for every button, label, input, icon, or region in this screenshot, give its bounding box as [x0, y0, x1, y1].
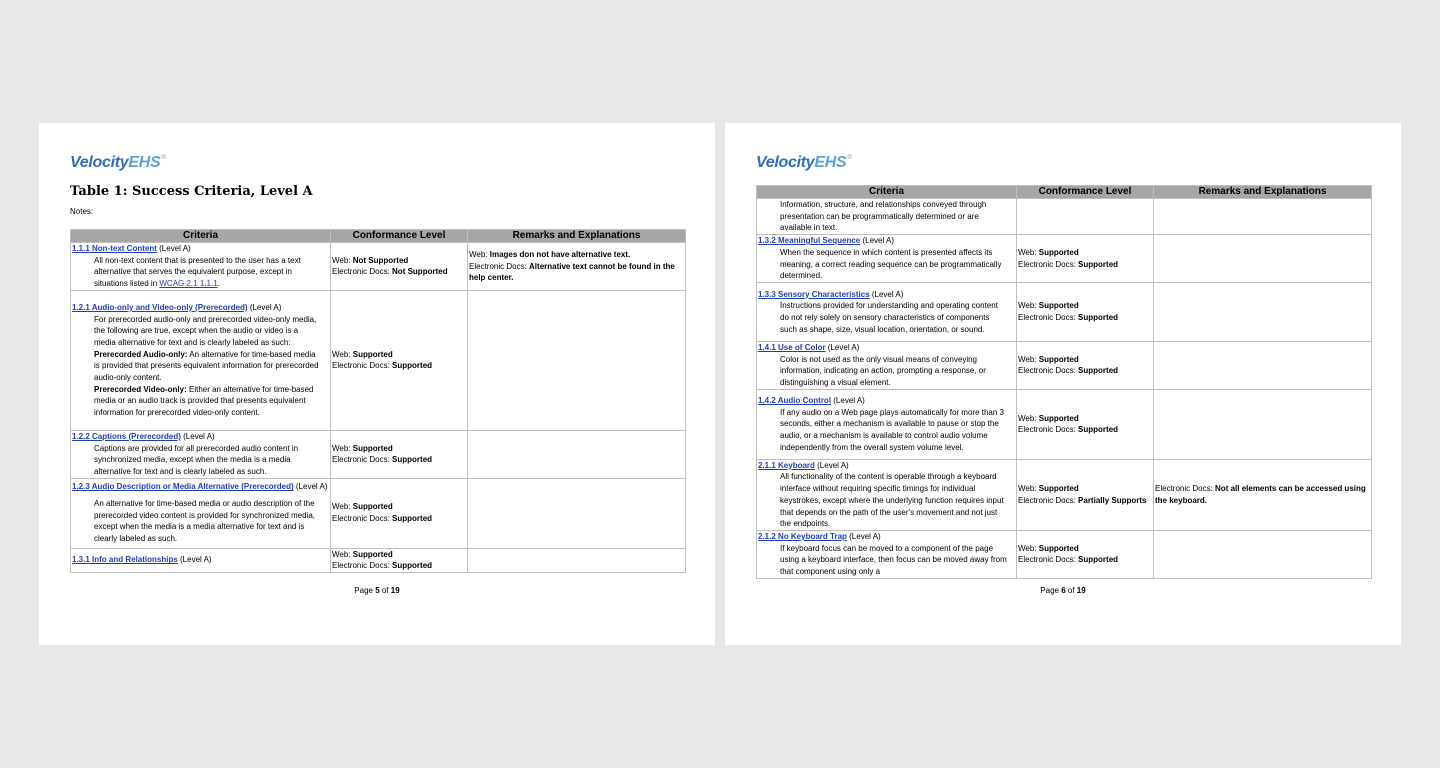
- table-header-row: [71, 230, 686, 243]
- table-row: [71, 548, 686, 572]
- conformance-cell: Web: Supported Electronic Docs: Supported: [1017, 530, 1154, 578]
- criterion-description: For prerecorded audio-only and prerecorded video-only media, the following are true, except when the audio or video is a media alternative for text and is clearly labeled as such:: [94, 314, 317, 347]
- table-row: [71, 478, 686, 548]
- conformance-cell: [1017, 199, 1154, 235]
- criterion-link-1-3-3[interactable]: 1.3.3 Sensory Characteristics: [758, 289, 870, 299]
- criterion-link-1-3-2[interactable]: 1.3.2 Meaningful Sequence: [758, 236, 861, 246]
- criteria-cell: 1.2.1 Audio-only and Video-only (Prerecorded) (Level A) For prerecorded audio-only and prerecorded video-only media, the following are true, except when the audio or video is a media alternative for text and is clearly labeled as such: Prerecorded Audio-only: An alternative for time-based media is provided that presents equivalent information for prerecorded audio-only content. Prerecorded Video-only: Either an alternative for time-based media or an audio track is provided that presents equivalent information for prerecorded video-only content.: [71, 290, 331, 430]
- notes-label: Notes:: [70, 207, 94, 216]
- table-row: [757, 341, 1372, 389]
- remarks-cell: Web: Images don not have alternative text. Electronic Docs: Alternative text cannot be found in the help center.: [468, 243, 686, 291]
- criterion-description: Color is not used as the only visual means of conveying information, indicating an action, prompting a response, or distinguishing a visual element.: [780, 354, 986, 388]
- criteria-cell: 1.3.1 Info and Relationships (Level A): [71, 548, 331, 572]
- table-row: [757, 199, 1372, 235]
- criterion-link-1-3-1[interactable]: 1.3.1 Info and Relationships: [72, 555, 178, 565]
- header-criteria: Criteria: [757, 186, 1017, 199]
- conformance-cell: Web: Supported Electronic Docs: Supported: [1017, 235, 1154, 283]
- velocityehs-logo: VelocityEHS ®: [70, 154, 166, 171]
- criterion-link-1-2-3[interactable]: 1.2.3 Audio Description or Media Alternative (Prerecorded): [72, 482, 294, 492]
- criterion-description: An alternative for time-based media or audio description of the prerecorded video content is provided for synchronized media, except when the media is a media alternative for text and is clearly labeled as such.: [94, 499, 316, 544]
- table-title: Table 1: Success Criteria, Level A: [70, 184, 313, 199]
- criterion-description: Captions are provided for all prerecorded audio content in synchronized media, except when the media is a media alternative for text and is clearly labeled as such.: [94, 443, 299, 476]
- criterion-link-2-1-1[interactable]: 2.1.1 Keyboard: [758, 460, 815, 470]
- criterion-link-1-4-1[interactable]: 1.4.1 Use of Color: [758, 342, 826, 352]
- conformance-cell: Web: Supported Electronic Docs: Supported: [1017, 389, 1154, 459]
- criteria-cell: 1.2.3 Audio Description or Media Alternative (Prerecorded) (Level A) An alternative for time-based media or audio description of the prerecorded video content is provided for synchronized media, except when the media is a media alternative for text and is clearly labeled as such.: [71, 478, 331, 548]
- table-row: [71, 243, 686, 291]
- conformance-cell: Web: Supported Electronic Docs: Supported: [1017, 282, 1154, 341]
- remarks-cell: [1154, 530, 1372, 578]
- page-total: 19: [1076, 586, 1086, 595]
- table-row: [71, 290, 686, 430]
- web-conformance-value: Not Supported: [352, 255, 409, 265]
- header-remarks: Remarks and Explanations: [468, 230, 686, 243]
- header-remarks: Remarks and Explanations: [1154, 186, 1372, 199]
- criterion-description: Instructions provided for understanding and operating content do not rely solely on sensory characteristics of components such as shape, size, visual location, orientation, or sound.: [780, 301, 998, 334]
- header-conformance-level: Conformance Level: [331, 230, 468, 243]
- remarks-cell: [468, 478, 686, 548]
- table-row: [71, 430, 686, 478]
- page-total: 19: [390, 586, 400, 595]
- remarks-cell: [1154, 282, 1372, 341]
- remarks-cell: [1154, 389, 1372, 459]
- conformance-cell: Web: Supported Electronic Docs: Supported: [1017, 341, 1154, 389]
- velocityehs-logo: VelocityEHS ®: [756, 154, 852, 171]
- conformance-cell: Web: Supported Electronic Docs: Supported: [331, 548, 468, 572]
- page-footer: Page 5 of 19: [354, 586, 400, 595]
- header-conformance-level: Conformance Level: [1017, 186, 1154, 199]
- conformance-cell: Web: Not Supported Electronic Docs: Not Supported: [331, 243, 468, 291]
- table-row: [757, 459, 1372, 530]
- criterion-link-1-1-1[interactable]: 1.1.1 Non-text Content: [72, 244, 157, 253]
- criteria-cell: 1.4.1 Use of Color (Level A) Color is not used as the only visual means of conveying information, indicating an action, prompting a response, or distinguishing a visual element.: [757, 341, 1017, 389]
- criterion-link-1-2-2[interactable]: 1.2.2 Captions (Prerecorded): [72, 431, 181, 441]
- criterion-description: All functionality of the content is operable through a keyboard interface without requiring specific timings for individual keystrokes, except where the underlying function requires input that depends on the path of the user's movement and not just the endpoints.: [780, 472, 1004, 529]
- wcag-link[interactable]: WCAG 2.1 1.1.1: [159, 279, 218, 289]
- document-page-6: [725, 123, 1401, 645]
- criterion-description: Information, structure, and relationships conveyed through presentation can be programmatically determined or are available in text.: [780, 200, 987, 233]
- criterion-link-2-1-2[interactable]: 2.1.2 No Keyboard Trap: [758, 531, 847, 541]
- criteria-cell: 1.4.2 Audio Control (Level A) If any audio on a Web page plays automatically for more than 3 seconds, either a mechanism is available to pause or stop the audio, or a mechanism is available to control audio volume independently from the overall system volume level.: [757, 389, 1017, 459]
- conformance-cell: Web: Supported Electronic Docs: Supported: [331, 478, 468, 548]
- remarks-cell: Electronic Docs: Not all elements can be accessed using the keyboard.: [1154, 459, 1372, 530]
- page-number: 6: [1061, 586, 1066, 595]
- page-number: 5: [375, 586, 380, 595]
- criteria-cell: 1.1.1 Non-text Content (Level A) All non-text content that is presented to the user has a text alternative that serves the equivalent purpose, except in situations listed in WCAG 2.1 1.1.1.: [71, 243, 331, 291]
- criterion-description: If any audio on a Web page plays automatically for more than 3 seconds, either a mechanism is available to pause or stop the audio, or a mechanism is available to control audio volume independently from the overall system volume level.: [780, 407, 1004, 452]
- table-row: [757, 282, 1372, 341]
- criterion-link-1-2-1[interactable]: 1.2.1 Audio-only and Video-only (Prerecorded): [72, 302, 248, 312]
- remarks-cell: [1154, 341, 1372, 389]
- criteria-cell: [757, 199, 1017, 235]
- criteria-cell: 1.3.3 Sensory Characteristics (Level A) Instructions provided for understanding and operating content do not rely solely on sensory characteristics of components such as shape, size, visual location, orientation, or sound.: [757, 282, 1017, 341]
- page-footer: Page 6 of 19: [1040, 586, 1086, 595]
- document-page-5: [39, 123, 715, 645]
- criterion-description: All non-text content that is presented to the user has a text alternative that serves the equivalent purpose, except in situations listed in WCAG 2.1 1.1.1.: [94, 255, 301, 289]
- remarks-cell: [468, 290, 686, 430]
- criterion-link-1-4-2[interactable]: 1.4.2 Audio Control: [758, 395, 832, 405]
- remarks-cell: [1154, 235, 1372, 283]
- criteria-cell: 2.1.1 Keyboard (Level A) All functionality of the content is operable through a keyboard interface without requiring specific timings for individual keystrokes, except where the underlying function requires input that depends on the path of the user's movement and not just the endpoints.: [757, 459, 1017, 530]
- criteria-cell: 2.1.2 No Keyboard Trap (Level A) If keyboard focus can be moved to a component of the page using a keyboard interface, then focus can be moved away from that component using only a: [757, 530, 1017, 578]
- remarks-cell: [468, 548, 686, 572]
- conformance-cell: Web: Supported Electronic Docs: Partially Supports: [1017, 459, 1154, 530]
- criteria-cell: 1.2.2 Captions (Prerecorded) (Level A) Captions are provided for all prerecorded audio content in synchronized media, except when the media is a media alternative for text and is clearly labeled as such.: [71, 430, 331, 478]
- table-row: [757, 235, 1372, 283]
- remarks-cell: [1154, 199, 1372, 235]
- conformance-cell: Web: Supported Electronic Docs: Supported: [331, 290, 468, 430]
- docs-conformance-value: Not Supported: [392, 267, 448, 277]
- criteria-cell: 1.3.2 Meaningful Sequence (Level A) When the sequence in which content is presented affects its meaning, a correct reading sequence can be programmatically determined.: [757, 235, 1017, 283]
- remarks-cell: [468, 430, 686, 478]
- table-row: [757, 530, 1372, 578]
- success-criteria-table: [756, 185, 1372, 579]
- conformance-cell: Web: Supported Electronic Docs: Supported: [331, 430, 468, 478]
- header-criteria: Criteria: [71, 230, 331, 243]
- criterion-description: When the sequence in which content is presented affects its meaning, a correct reading sequence can be programmatically determined.: [780, 247, 1002, 281]
- criterion-description: If keyboard focus can be moved to a component of the page using a keyboard interface, then focus can be moved away from that component using only a: [780, 543, 1007, 577]
- success-criteria-table: [70, 229, 686, 573]
- table-row: [757, 389, 1372, 459]
- table-header-row: [757, 186, 1372, 199]
